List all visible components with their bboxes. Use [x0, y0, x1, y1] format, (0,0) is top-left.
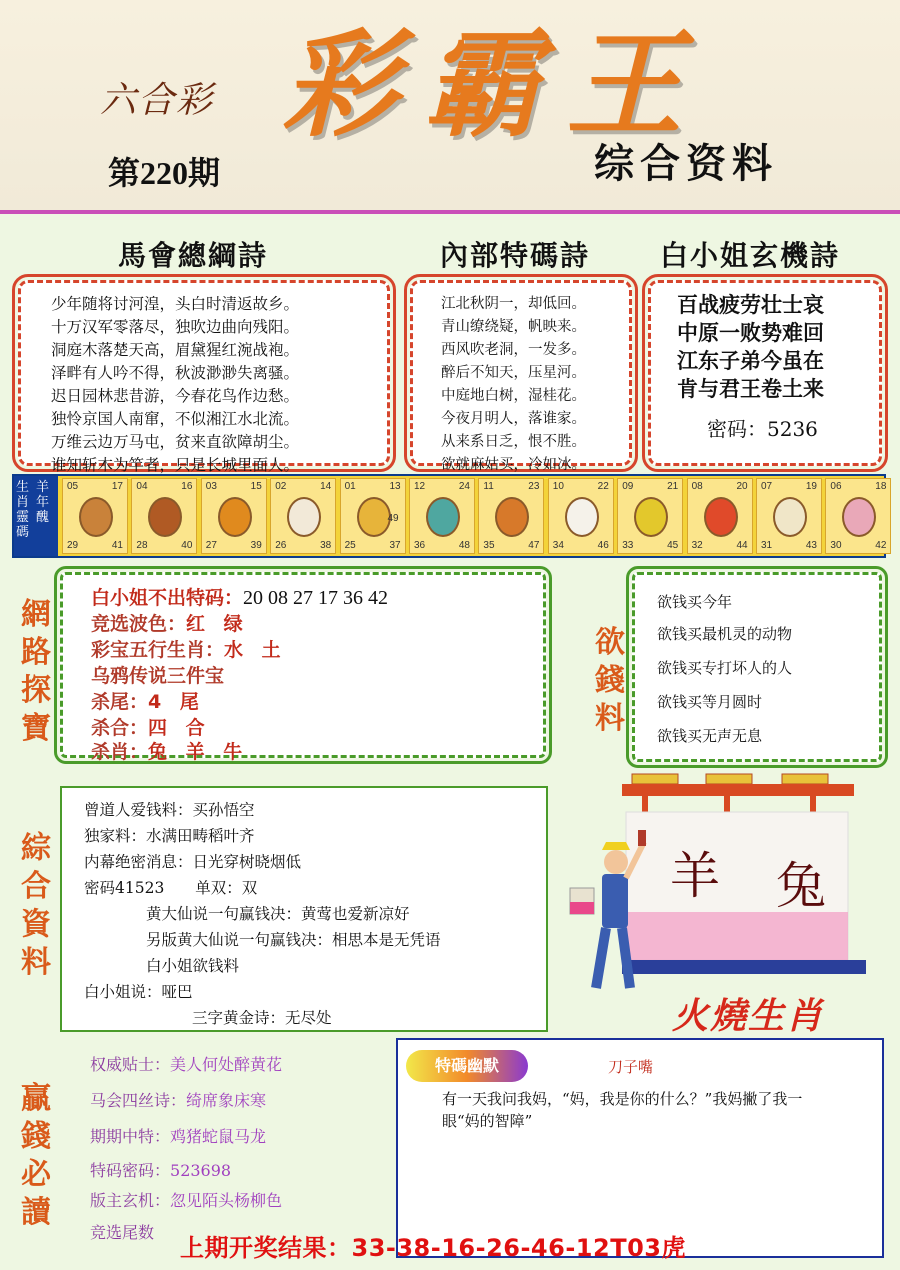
zodiac-number: 27: [205, 540, 217, 551]
zodiac-number: 38: [320, 540, 332, 551]
poem-line: 中庭地白树，湿桂花。: [441, 388, 586, 404]
poem-line: 醉后不知天，压星河。: [441, 365, 586, 381]
composite-row: 内幕绝密消息：日光穿树晓烟低: [84, 853, 302, 871]
composite-row: 三字黄金诗：无尽处: [192, 1009, 332, 1027]
poem-line: 江北秋阴一，却低回。: [441, 296, 586, 312]
zodiac-number: 45: [667, 540, 679, 551]
zodiac-number: 13: [389, 481, 401, 492]
zodiac-number: 17: [111, 481, 123, 492]
zodiac-animal-icon: [357, 497, 391, 537]
zodiac-number: 12: [414, 481, 426, 492]
zodiac-number: 01: [344, 481, 356, 492]
zodiac-number: 07: [761, 481, 773, 492]
zodiac-number: 40: [181, 540, 193, 551]
zodiac-number: 04: [136, 481, 148, 492]
zodiac-animal-icon: [218, 497, 252, 537]
zodiac-cell: [201, 478, 267, 554]
poem-line: 中原一败势难回: [677, 320, 824, 345]
money-side-label: 欲錢料: [595, 625, 625, 736]
money-row: 欲钱买无声无息: [657, 727, 763, 745]
zodiac-animal-icon: [148, 497, 182, 537]
poem-mid-box: [410, 280, 632, 473]
brand-small: 六合彩: [100, 80, 215, 121]
poem-right-title: 白小姐玄機詩: [660, 239, 841, 272]
zodiac-animal-icon: [704, 497, 738, 537]
zodiac-number: 29: [67, 540, 79, 551]
poem-line: 西风吹老洞，一发多。: [441, 342, 586, 358]
zodiac-cell: [687, 478, 753, 554]
must-win-row: 版主玄机：忽见陌头杨柳色: [90, 1191, 283, 1210]
money-row: 欲钱买今年: [657, 593, 733, 611]
poem-right-box: [648, 280, 882, 466]
zodiac-extra-number: 49: [387, 513, 399, 524]
zodiac-number: 36: [414, 540, 426, 551]
zodiac-number: 03: [205, 481, 217, 492]
zodiac-number: 39: [250, 540, 262, 551]
money-box: [632, 572, 882, 762]
zodiac-number: 41: [111, 540, 123, 551]
zodiac-cell: [409, 478, 475, 554]
zodiac-cell: [756, 478, 822, 554]
zodiac-number: 23: [528, 481, 540, 492]
joke-author: 刀子嘴: [608, 1058, 654, 1076]
zodiac-number: 46: [597, 540, 609, 551]
zodiac-number: 26: [275, 540, 287, 551]
composite-row: 曾道人爱钱料：买孙悟空: [84, 801, 255, 819]
zodiac-animal-icon: [634, 497, 668, 537]
poem-line: 迟日园林悲昔游，今春花鸟作边愁。: [51, 387, 300, 405]
composite-row: 白小姐欲钱料: [146, 957, 240, 975]
zodiac-number: 31: [761, 540, 773, 551]
zodiac-number: 15: [250, 481, 262, 492]
joke-text-1: 有一天我问我妈，“妈，我是你的什么？”我妈撇了我一: [442, 1090, 803, 1108]
zodiac-animal-icon: [495, 497, 529, 537]
poem-line: 江东子弟今虽在: [677, 348, 824, 373]
zodiac-number: 35: [483, 540, 495, 551]
zodiac-number: 22: [597, 481, 609, 492]
zodiac-number: 28: [136, 540, 148, 551]
poem-left-box: [18, 280, 390, 474]
zodiac-cell: [131, 478, 197, 554]
money-row: 欲钱买最机灵的动物: [657, 625, 793, 643]
zodiac-label: 生肖 靈碼 羊年 醜: [14, 476, 58, 556]
net-treasure-box: 白小姐不出特码：20 08 27 17 36 42 竞选波色：红 绿 彩宝五行生肖：水 土 乌鸦传说三件宝 杀尾：4 尾 杀合：四 合 杀肖：兔 羊 牛: [60, 572, 546, 758]
zodiac-cell: [617, 478, 683, 554]
joke-badge: 特碼幽默: [406, 1050, 528, 1082]
zodiac-number: 44: [736, 540, 748, 551]
painter-icon: [560, 828, 650, 998]
zodiac-number: 47: [528, 540, 540, 551]
poem-line: 肯与君王卷土来: [677, 376, 824, 401]
zodiac-number: 19: [805, 481, 817, 492]
poem-mid-title: 內部特碼詩: [440, 239, 591, 272]
composite-row: 独家料：水满田畴稻叶齐: [84, 827, 255, 845]
zodiac-cell: [62, 478, 128, 554]
poem-line: 今夜月明人，落谁家。: [441, 411, 586, 427]
zodiac-number: 34: [552, 540, 564, 551]
money-row: 欲钱买专打坏人的人: [657, 659, 793, 677]
zodiac-animal-icon: [565, 497, 599, 537]
zodiac-number: 33: [622, 540, 634, 551]
composite-box: [60, 786, 548, 1032]
zodiac-number: 08: [691, 481, 703, 492]
must-win-row: 竞选尾数: [90, 1223, 155, 1242]
subtitle: 综合资料: [594, 140, 778, 187]
header: [0, 0, 900, 214]
poem-line: 泽畔有人吟不得，秋波渺渺失离骚。: [51, 364, 300, 382]
zodiac-cell: [340, 478, 406, 554]
zodiac-number: 16: [181, 481, 193, 492]
zodiac-cell: [825, 478, 891, 554]
zodiac-number: 24: [458, 481, 470, 492]
zodiac-number: 18: [875, 481, 887, 492]
zodiac-animal-icon: [287, 497, 321, 537]
money-row: 欲钱买等月圆时: [657, 693, 763, 711]
poem-left-title: 馬會總綱詩: [118, 239, 269, 272]
composite-row: 白小姐说：哑巴: [84, 983, 193, 1001]
zodiac-number: 05: [67, 481, 79, 492]
zodiac-number: 37: [389, 540, 401, 551]
zodiac-animal-icon: [842, 497, 876, 537]
zodiac-number: 32: [691, 540, 703, 551]
must-win-row: 期期中特：鸡猪蛇鼠马龙: [90, 1127, 267, 1146]
issue-number: 第220期: [108, 155, 221, 191]
zodiac-animal-icon: [426, 497, 460, 537]
billboard-caption: 火燒生肖: [672, 995, 825, 1037]
zodiac-number: 06: [830, 481, 842, 492]
zodiac-animal-icon: [773, 497, 807, 537]
zodiac-number: 25: [344, 540, 356, 551]
zodiac-number: 48: [458, 540, 470, 551]
zodiac-number: 43: [805, 540, 817, 551]
zodiac-number: 14: [320, 481, 332, 492]
composite-row: 黄大仙说一句赢钱决：黄莺也爱新凉好: [146, 905, 410, 923]
poem-line: 谁知斩木为竿者，只是长城里面人。: [51, 456, 300, 474]
poem-line: 百战疲劳壮士哀: [677, 292, 824, 317]
zodiac-number: 11: [483, 481, 494, 492]
zodiac-number: 42: [875, 540, 887, 551]
must-win-row: 马会四丝诗：绮席象床寒: [90, 1091, 267, 1110]
must-win-row: 权威贴士：美人何处醉黄花: [90, 1055, 283, 1074]
zodiac-strip: [12, 474, 886, 558]
poem-line: 青山缭绕疑，帆映来。: [441, 319, 586, 335]
poem-right-code: 密码：5236: [707, 417, 818, 441]
zodiac-cell: [270, 478, 336, 554]
poem-line: 独怜京国人南窜，不似湘江水北流。: [51, 410, 300, 428]
composite-row: 另版黄大仙说一句赢钱决：相思本是无凭语: [146, 931, 441, 949]
last-result: 上期开奖结果：33-38-16-26-46-12T03虎: [180, 1234, 686, 1262]
zodiac-animal-icon: [79, 497, 113, 537]
zodiac-number: 10: [552, 481, 564, 492]
billboard-text-a: 羊: [670, 847, 720, 905]
poem-line: 十万汉军零落尽，独吹边曲向残阳。: [51, 318, 300, 336]
poem-line: 万维云边万马屯，贫来直欲障胡尘。: [51, 433, 300, 451]
zodiac-cell: [478, 478, 544, 554]
joke-text-2: 眼“妈的智障”: [442, 1112, 533, 1130]
composite-row: 密码41523 单双：双: [84, 879, 258, 897]
poem-line: 少年随将讨河湟，头白时清返故乡。: [51, 295, 300, 313]
zodiac-number: 21: [667, 481, 679, 492]
zodiac-cell: [548, 478, 614, 554]
composite-side-label: 綜合資料: [21, 831, 51, 980]
billboard-text-b: 兔: [776, 857, 826, 915]
must-win-side-label: 贏錢必讀: [21, 1081, 51, 1230]
poem-line: 从来系日乏，恨不胜。: [441, 434, 586, 450]
joke-box: [396, 1038, 884, 1258]
poem-line: 欲就麻姑买，冷如冰。: [441, 457, 586, 473]
net-treasure-side-label: 網路探寶: [21, 597, 51, 746]
zodiac-number: 02: [275, 481, 287, 492]
poem-line: 洞庭木落楚天高，眉黛猩红涴战袍。: [51, 341, 300, 359]
zodiac-number: 09: [622, 481, 634, 492]
must-win-row: 特码密码：523698: [90, 1161, 232, 1180]
zodiac-number: 20: [736, 481, 748, 492]
brand-main: 彩霸王: [282, 17, 708, 153]
zodiac-number: 30: [830, 540, 842, 551]
